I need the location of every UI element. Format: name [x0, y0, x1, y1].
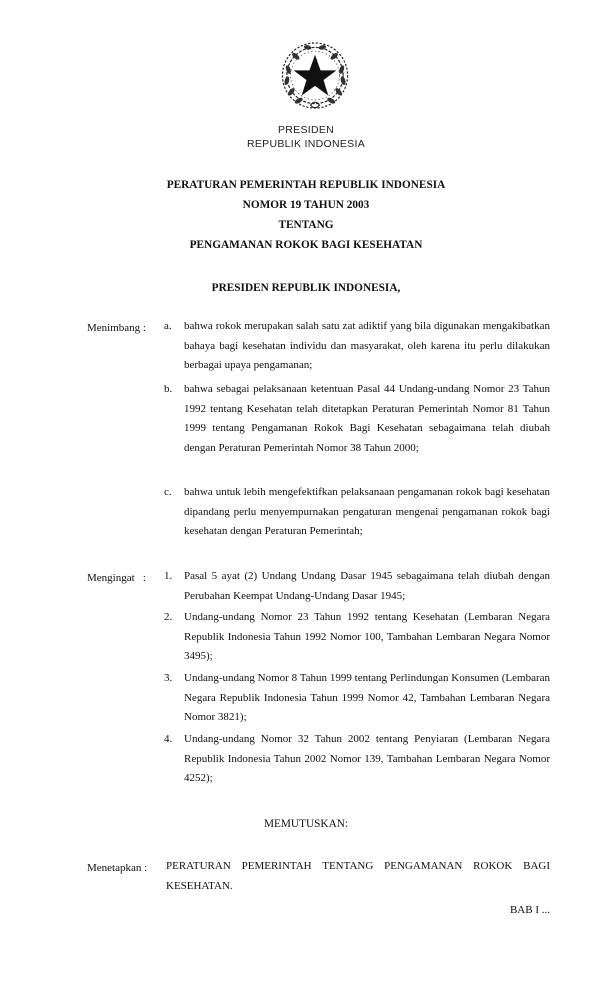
issuer-heading: PRESIDEN REPUBLIK INDONESIA,: [211, 282, 401, 294]
memutuskan-heading: MEMUTUSKAN:: [263, 818, 349, 830]
mengingat-item-3: [164, 669, 550, 728]
item-text: Undang-undang Nomor 23 Tahun 1992 tentang Kesehatan (Lembaran Negara Republik Indonesia Tahun 1992 Nomor 100, Tambahan Lembaran Negara Nomor 3495);: [184, 611, 550, 663]
seal-caption-president: PRESIDEN: [277, 124, 335, 136]
item-text: bahwa rokok merupakan salah satu zat adiktif yang bila digunakan mengakibatkan bahaya bagi kesehatan individu dan masyarakat, oleh karena itu perlu dilakukan berbagai upaya pengamanan;: [184, 320, 550, 372]
regulation-title: PERATURAN PEMERINTAH REPUBLIK INDONESIA: [166, 179, 446, 191]
mengingat-label: Mengingat :: [87, 572, 146, 584]
menetapkan-label: Menetapkan :: [87, 862, 148, 874]
menimbang-label: Menimbang :: [87, 322, 146, 334]
item-marker: 4.: [164, 733, 173, 745]
menimbang-item-a: [164, 317, 550, 376]
continuation-marker: BAB I ...: [509, 904, 550, 916]
regulation-subject: PENGAMANAN ROKOK BAGI KESEHATAN: [189, 239, 423, 251]
item-marker: 1.: [164, 570, 173, 582]
item-marker: a.: [164, 320, 172, 332]
mengingat-item-2: [164, 608, 550, 667]
menimbang-item-b: [164, 380, 550, 458]
regulation-number: NOMOR 19 TAHUN 2003: [242, 199, 370, 211]
item-text: bahwa sebagai pelaksanaan ketentuan Pasal 44 Undang-undang Nomor 23 Tahun 1992 tentang Kesehatan telah ditetapkan Peraturan Pemerintah Nomor 81 Tahun 1999 tentang Pengamanan Rokok Bagi Kesehatan sebagaimana telah diubah dengan Peraturan Pemerintah Nomor 38 Tahun 2000;: [184, 383, 550, 454]
mengingat-item-4: [164, 730, 550, 789]
item-marker: c.: [164, 486, 172, 498]
menimbang-item-c: [164, 483, 550, 542]
menetapkan-text: PERATURAN PEMERINTAH TENTANG PENGAMANAN ROKOK BAGI KESEHATAN.: [166, 860, 550, 892]
presidential-seal-icon: [278, 40, 352, 114]
item-marker: 2.: [164, 611, 173, 623]
seal-caption-republic: REPUBLIK INDONESIA: [246, 138, 365, 150]
item-text: Undang-undang Nomor 32 Tahun 2002 tentang Penyiaran (Lembaran Negara Republik Indonesia Tahun 2002 Nomor 139, Tambahan Lembaran Negara Nomor 4252);: [184, 733, 550, 785]
item-text: Undang-undang Nomor 8 Tahun 1999 tentang Perlindungan Konsumen (Lembaran Negara Republik Indonesia Tahun 1999 Nomor 42, Tambahan Lembaran Negara Nomor 3821);: [184, 672, 550, 724]
regulation-tentang: TENTANG: [278, 219, 334, 231]
item-text: bahwa untuk lebih mengefektifkan pelaksanaan pengamanan rokok bagi kesehatan dipandang perlu menyempurnakan pengaturan mengenai pengamanan rokok bagi kesehatan dengan Peraturan Pemerintah;: [184, 486, 550, 538]
item-text: Pasal 5 ayat (2) Undang Undang Dasar 1945 sebagaimana telah diubah dengan Perubahan Keempat Undang-Undang Dasar 1945;: [184, 570, 550, 602]
item-marker: b.: [164, 383, 173, 395]
mengingat-item-1: [164, 567, 550, 606]
item-marker: 3.: [164, 672, 173, 684]
